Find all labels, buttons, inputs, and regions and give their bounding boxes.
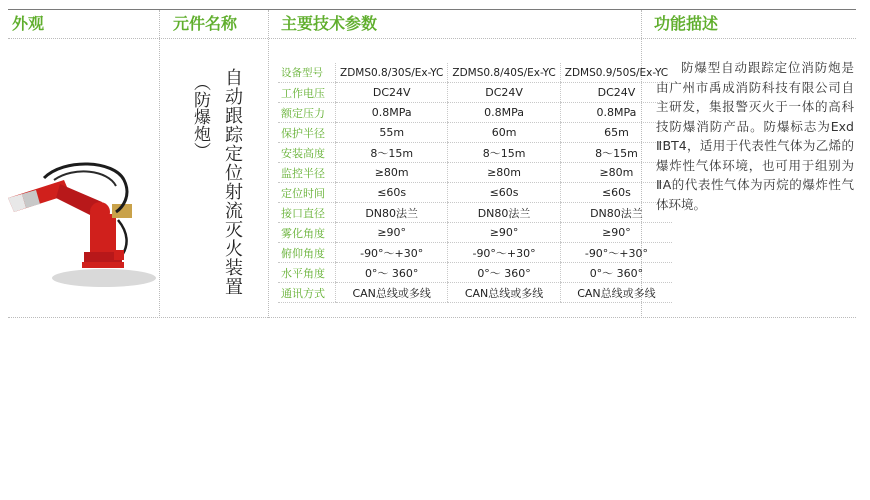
spec-table — [278, 63, 672, 303]
spec-label: 额定压力 — [278, 103, 336, 123]
spec-row — [278, 223, 672, 243]
spec-value: CAN总线或多线 — [560, 283, 672, 303]
spec-label: 雾化角度 — [278, 223, 336, 243]
component-name-main: 自动跟踪定位射流灭火装置 — [222, 68, 243, 296]
spec-row — [278, 243, 672, 263]
spec-value: ≥90° — [448, 223, 560, 243]
spec-row — [278, 143, 672, 163]
spec-label: 保护半径 — [278, 123, 336, 143]
spec-value: ≥80m — [448, 163, 560, 183]
spec-value: 8～15m — [560, 143, 672, 163]
spec-value: DN80法兰 — [448, 203, 560, 223]
spec-value: ≤60s — [448, 183, 560, 203]
model-name: ZDMS0.8/40S/Ex-YC — [448, 63, 560, 83]
spec-value: -90°～+30° — [448, 243, 560, 263]
spec-header-row — [278, 63, 672, 83]
spec-value: 8～15m — [448, 143, 560, 163]
spec-value: DC24V — [336, 83, 448, 103]
function-description: 防爆型自动跟踪定位消防炮是由广州市禹成消防科技有限公司自主研发，集报警灭火于一体的高科技防爆消防产品。防爆标志为Exd ⅡBT4，适用于代表性气体为乙烯的爆炸性气体环境，也可用于组别为ⅡA的代表性气体为丙烷的爆炸性气体环境。 — [656, 60, 854, 212]
spec-row — [278, 103, 672, 123]
spec-label: 接口直径 — [278, 203, 336, 223]
header-bottom-line — [8, 38, 856, 39]
component-name — [206, 68, 242, 308]
spec-header-label: 设备型号 — [278, 63, 336, 83]
spec-value: ≥80m — [336, 163, 448, 183]
spec-row — [278, 283, 672, 303]
spec-value: 65m — [560, 123, 672, 143]
spec-row — [278, 203, 672, 223]
header-top-line — [8, 9, 856, 10]
spec-value: 0.8MPa — [448, 103, 560, 123]
spec-label: 安装高度 — [278, 143, 336, 163]
spec-label: 水平角度 — [278, 263, 336, 283]
header-function-desc: 功能描述 — [654, 14, 719, 33]
spec-value: ≥90° — [560, 223, 672, 243]
column-divider-2 — [268, 10, 269, 318]
spec-value: ≥80m — [560, 163, 672, 183]
header-main-params: 主要技术参数 — [281, 14, 378, 33]
spec-row — [278, 123, 672, 143]
spec-row — [278, 163, 672, 183]
header-component-name: 元件名称 — [173, 14, 238, 33]
spec-value: 0.8MPa — [560, 103, 672, 123]
spec-value: DN80法兰 — [336, 203, 448, 223]
spec-row — [278, 263, 672, 283]
spec-value: 0.8MPa — [336, 103, 448, 123]
spec-value: -90°～+30° — [336, 243, 448, 263]
spec-label: 通讯方式 — [278, 283, 336, 303]
component-name-sub: （防爆炮） — [190, 74, 210, 159]
spec-label: 俯仰角度 — [278, 243, 336, 263]
spec-value: CAN总线或多线 — [448, 283, 560, 303]
spec-value: DC24V — [560, 83, 672, 103]
spec-value: ≤60s — [560, 183, 672, 203]
spec-row — [278, 183, 672, 203]
spec-value: 55m — [336, 123, 448, 143]
spec-value: 60m — [448, 123, 560, 143]
spec-label: 工作电压 — [278, 83, 336, 103]
spec-label: 监控半径 — [278, 163, 336, 183]
spec-value: DN80法兰 — [560, 203, 672, 223]
spec-value: ≤60s — [336, 183, 448, 203]
column-divider-1 — [159, 10, 160, 318]
spec-value: 0°～ 360° — [336, 263, 448, 283]
table-bottom-line — [8, 317, 856, 318]
model-name: ZDMS0.9/50S/Ex-YC — [560, 63, 672, 83]
spec-label: 定位时间 — [278, 183, 336, 203]
spec-value: 0°～ 360° — [560, 263, 672, 283]
spec-value: DC24V — [448, 83, 560, 103]
model-name: ZDMS0.8/30S/Ex-YC — [336, 63, 448, 83]
spec-value: ≥90° — [336, 223, 448, 243]
spec-value: -90°～+30° — [560, 243, 672, 263]
spec-value: 0°～ 360° — [448, 263, 560, 283]
spec-value: CAN总线或多线 — [336, 283, 448, 303]
product-image — [4, 150, 156, 290]
spec-value: 8～15m — [336, 143, 448, 163]
header-appearance: 外观 — [12, 14, 45, 33]
spec-row — [278, 83, 672, 103]
